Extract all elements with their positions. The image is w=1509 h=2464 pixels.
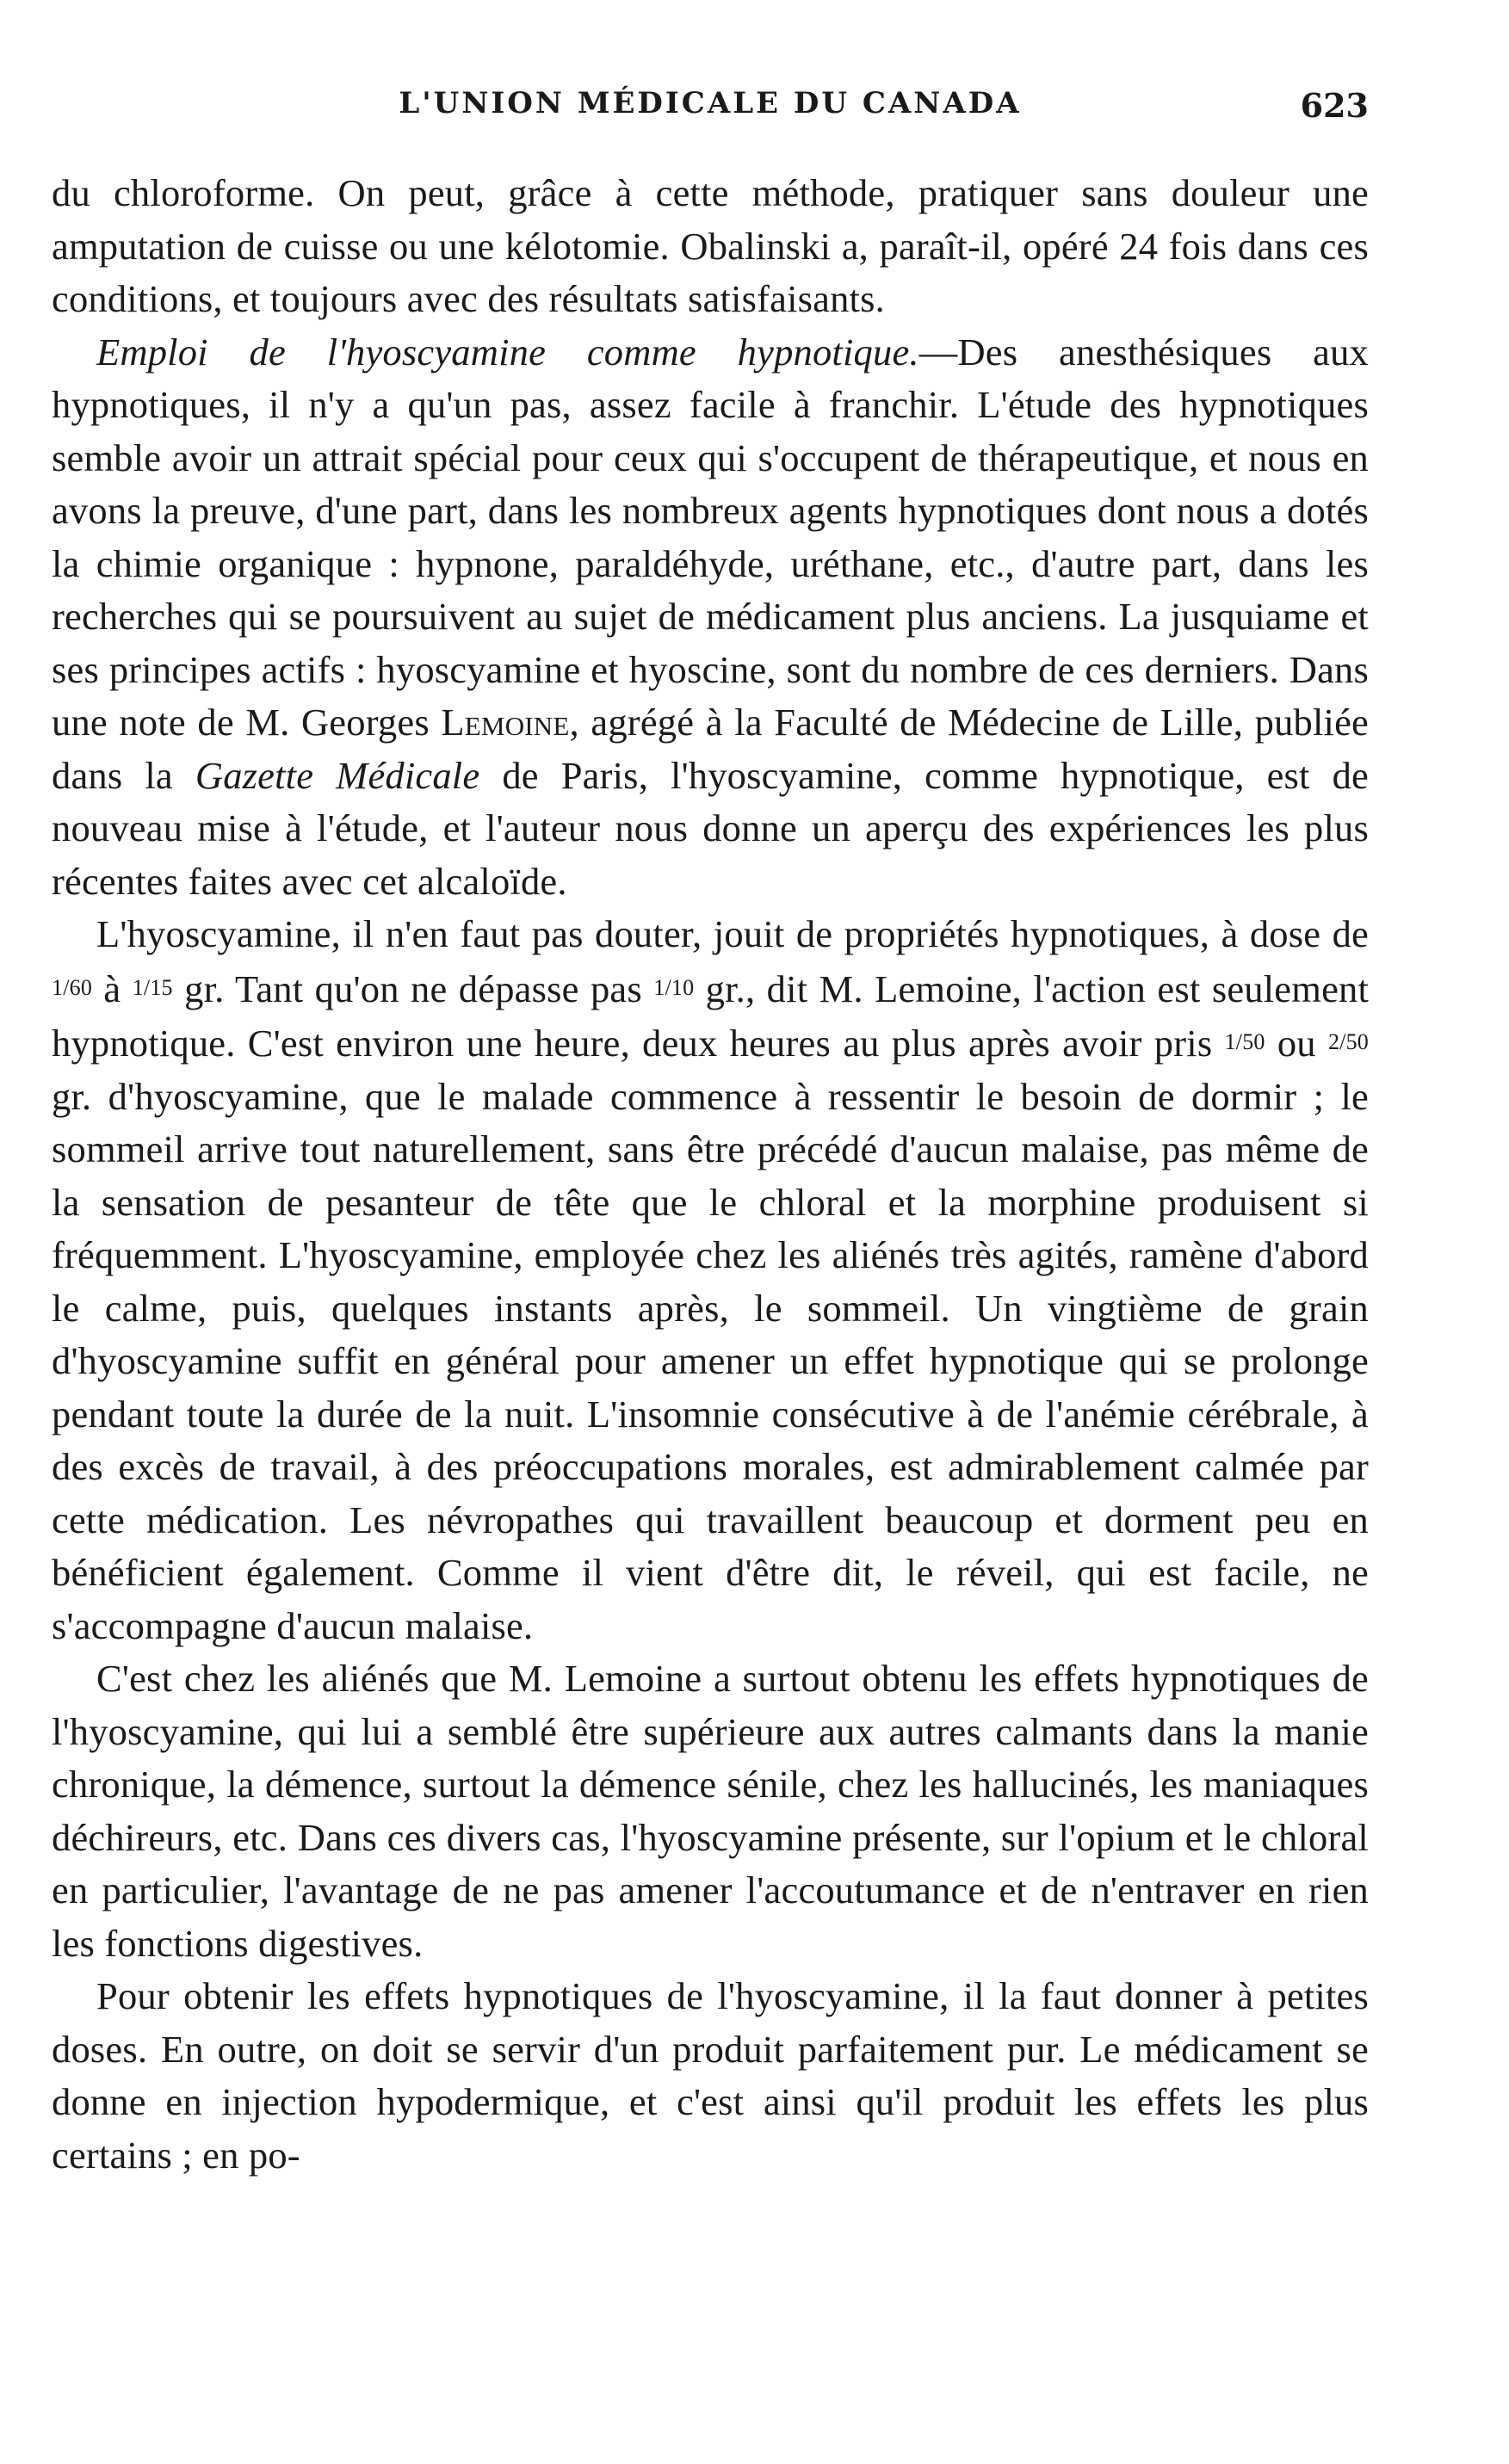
page-header — [52, 86, 1369, 138]
section-title: Emploi de l'hyoscyamine comme hypnotique. — [96, 330, 919, 374]
journal-name: Gazette Médicale — [195, 753, 480, 797]
fraction-1: 1/60 — [52, 974, 93, 1000]
fraction-5: 2/50 — [1327, 1029, 1370, 1054]
paragraph-3-connector-1: à — [103, 966, 121, 1010]
paragraph-3-text-a: L'hyoscyamine, il n'en faut pas douter, jouit de propriétés hypnotiques, à dose de — [96, 912, 1369, 955]
fraction-4: 1/50 — [1224, 1029, 1265, 1054]
paragraph-2-text-c: de Paris, l'hyoscyamine, comme hypnotique, est de nouveau mise à l'étude, et l'auteur nous donne un aperçu des expériences les plus récentes faites avec cet alcaloïde. — [52, 753, 1369, 903]
paragraph-2 — [52, 326, 1369, 909]
fraction-3: 1/10 — [653, 974, 695, 1000]
running-head: L'UNION MÉDICALE DU CANADA — [399, 86, 1022, 120]
paragraph-3-text-c: gr., dit M. Lemoine, l'action est seulement hypnotique. C'est environ une heure, deux heures au plus après avoir pris — [52, 966, 1370, 1065]
body-text — [52, 167, 1369, 2182]
paragraph-3-text-d: gr. d'hyoscyamine, que le malade commence à ressentir le besoin de dormir ; le sommeil arrive tout naturellement, sans être précédé d'aucun malaise, pas même de la sensation de pesanteur de tête que le chloral et la morphine produisent si fréquemment. L'hyoscyamine, employée chez les aliénés très agités, ramène d'abord le calme, puis, quelques instants après, le sommeil. Un vingtième de grain d'hyoscyamine suffit en général pour amener un effet hypnotique qui se prolonge pendant toute la durée de la nuit. L'insomnie consécutive à de l'anémie cérébrale, à des excès de travail, à des préoccupations morales, est admirablement calmée par cette médication. Les névropathes qui travaillent beaucoup et dorment peu en bénéficient également. Comme il vient d'être dit, le réveil, qui est facile, ne s'accompagne d'aucun malaise. — [52, 1074, 1369, 1647]
paragraph-1: du chloroforme. On peut, grâce à cette méthode, pratiquer sans douleur une amputation de cuisse ou une kélotomie. Obalinski a, paraît-il, opéré 24 fois dans ces conditions, et toujours avec des résultats satisfaisants. — [52, 171, 1369, 320]
page-number: 623 — [1300, 86, 1369, 125]
author-name: Lemoine — [441, 701, 570, 744]
paragraph-2-text-b: , agrégé à la Faculté de Médecine de Lille, publiée dans la — [52, 701, 1370, 797]
paragraph-3-connector-2: ou — [1277, 1022, 1316, 1065]
paragraph-5: Pour obtenir les effets hypnotiques de l'hyoscyamine, il la faut donner à petites doses. En outre, on doit se servir d'un produit parfaitement pur. Le médicament se donne en injection hypodermique, et c'est ainsi qu'il produit les effets les plus certains ; en po- — [52, 1974, 1369, 2177]
paragraph-2-text-a: —Des anesthésiques aux hypnotiques, il n'y a qu'un pas, assez facile à franchir. L'étude des hypnotiques semble avoir un attrait spécial pour ceux qui s'occupent de thérapeutique, et nous en avons la preuve, d'une part, dans les nombreux agents hypnotiques dont nous a dotés la chimie organique : hypnone, paraldéhyde, uréthane, etc., d'autre part, dans les recherches qui se poursuivent au sujet de médicament plus anciens. La jusquiame et ses principes actifs : hyoscyamine et hyoscine, sont du nombre de ces derniers. Dans une note de M. Georges — [52, 330, 1369, 744]
paragraph-4: C'est chez les aliénés que M. Lemoine a surtout obtenu les effets hypnotiques de l'hyoscyamine, qui lui a semblé être supérieure aux autres calmants dans la manie chronique, la démence, surtout la démence sénile, chez les hallucinés, les maniaques déchireurs, etc. Dans ces divers cas, l'hyoscyamine présente, sur l'opium et le chloral en particulier, l'avantage de ne pas amener l'accoutumance et de n'entraver en rien les fonctions digestives. — [52, 1657, 1369, 1965]
paragraph-3 — [52, 908, 1369, 1652]
fraction-2: 1/15 — [132, 974, 173, 1000]
paragraph-3-text-b: gr. Tant qu'on ne dépasse pas — [184, 966, 642, 1010]
page — [52, 86, 1369, 2182]
